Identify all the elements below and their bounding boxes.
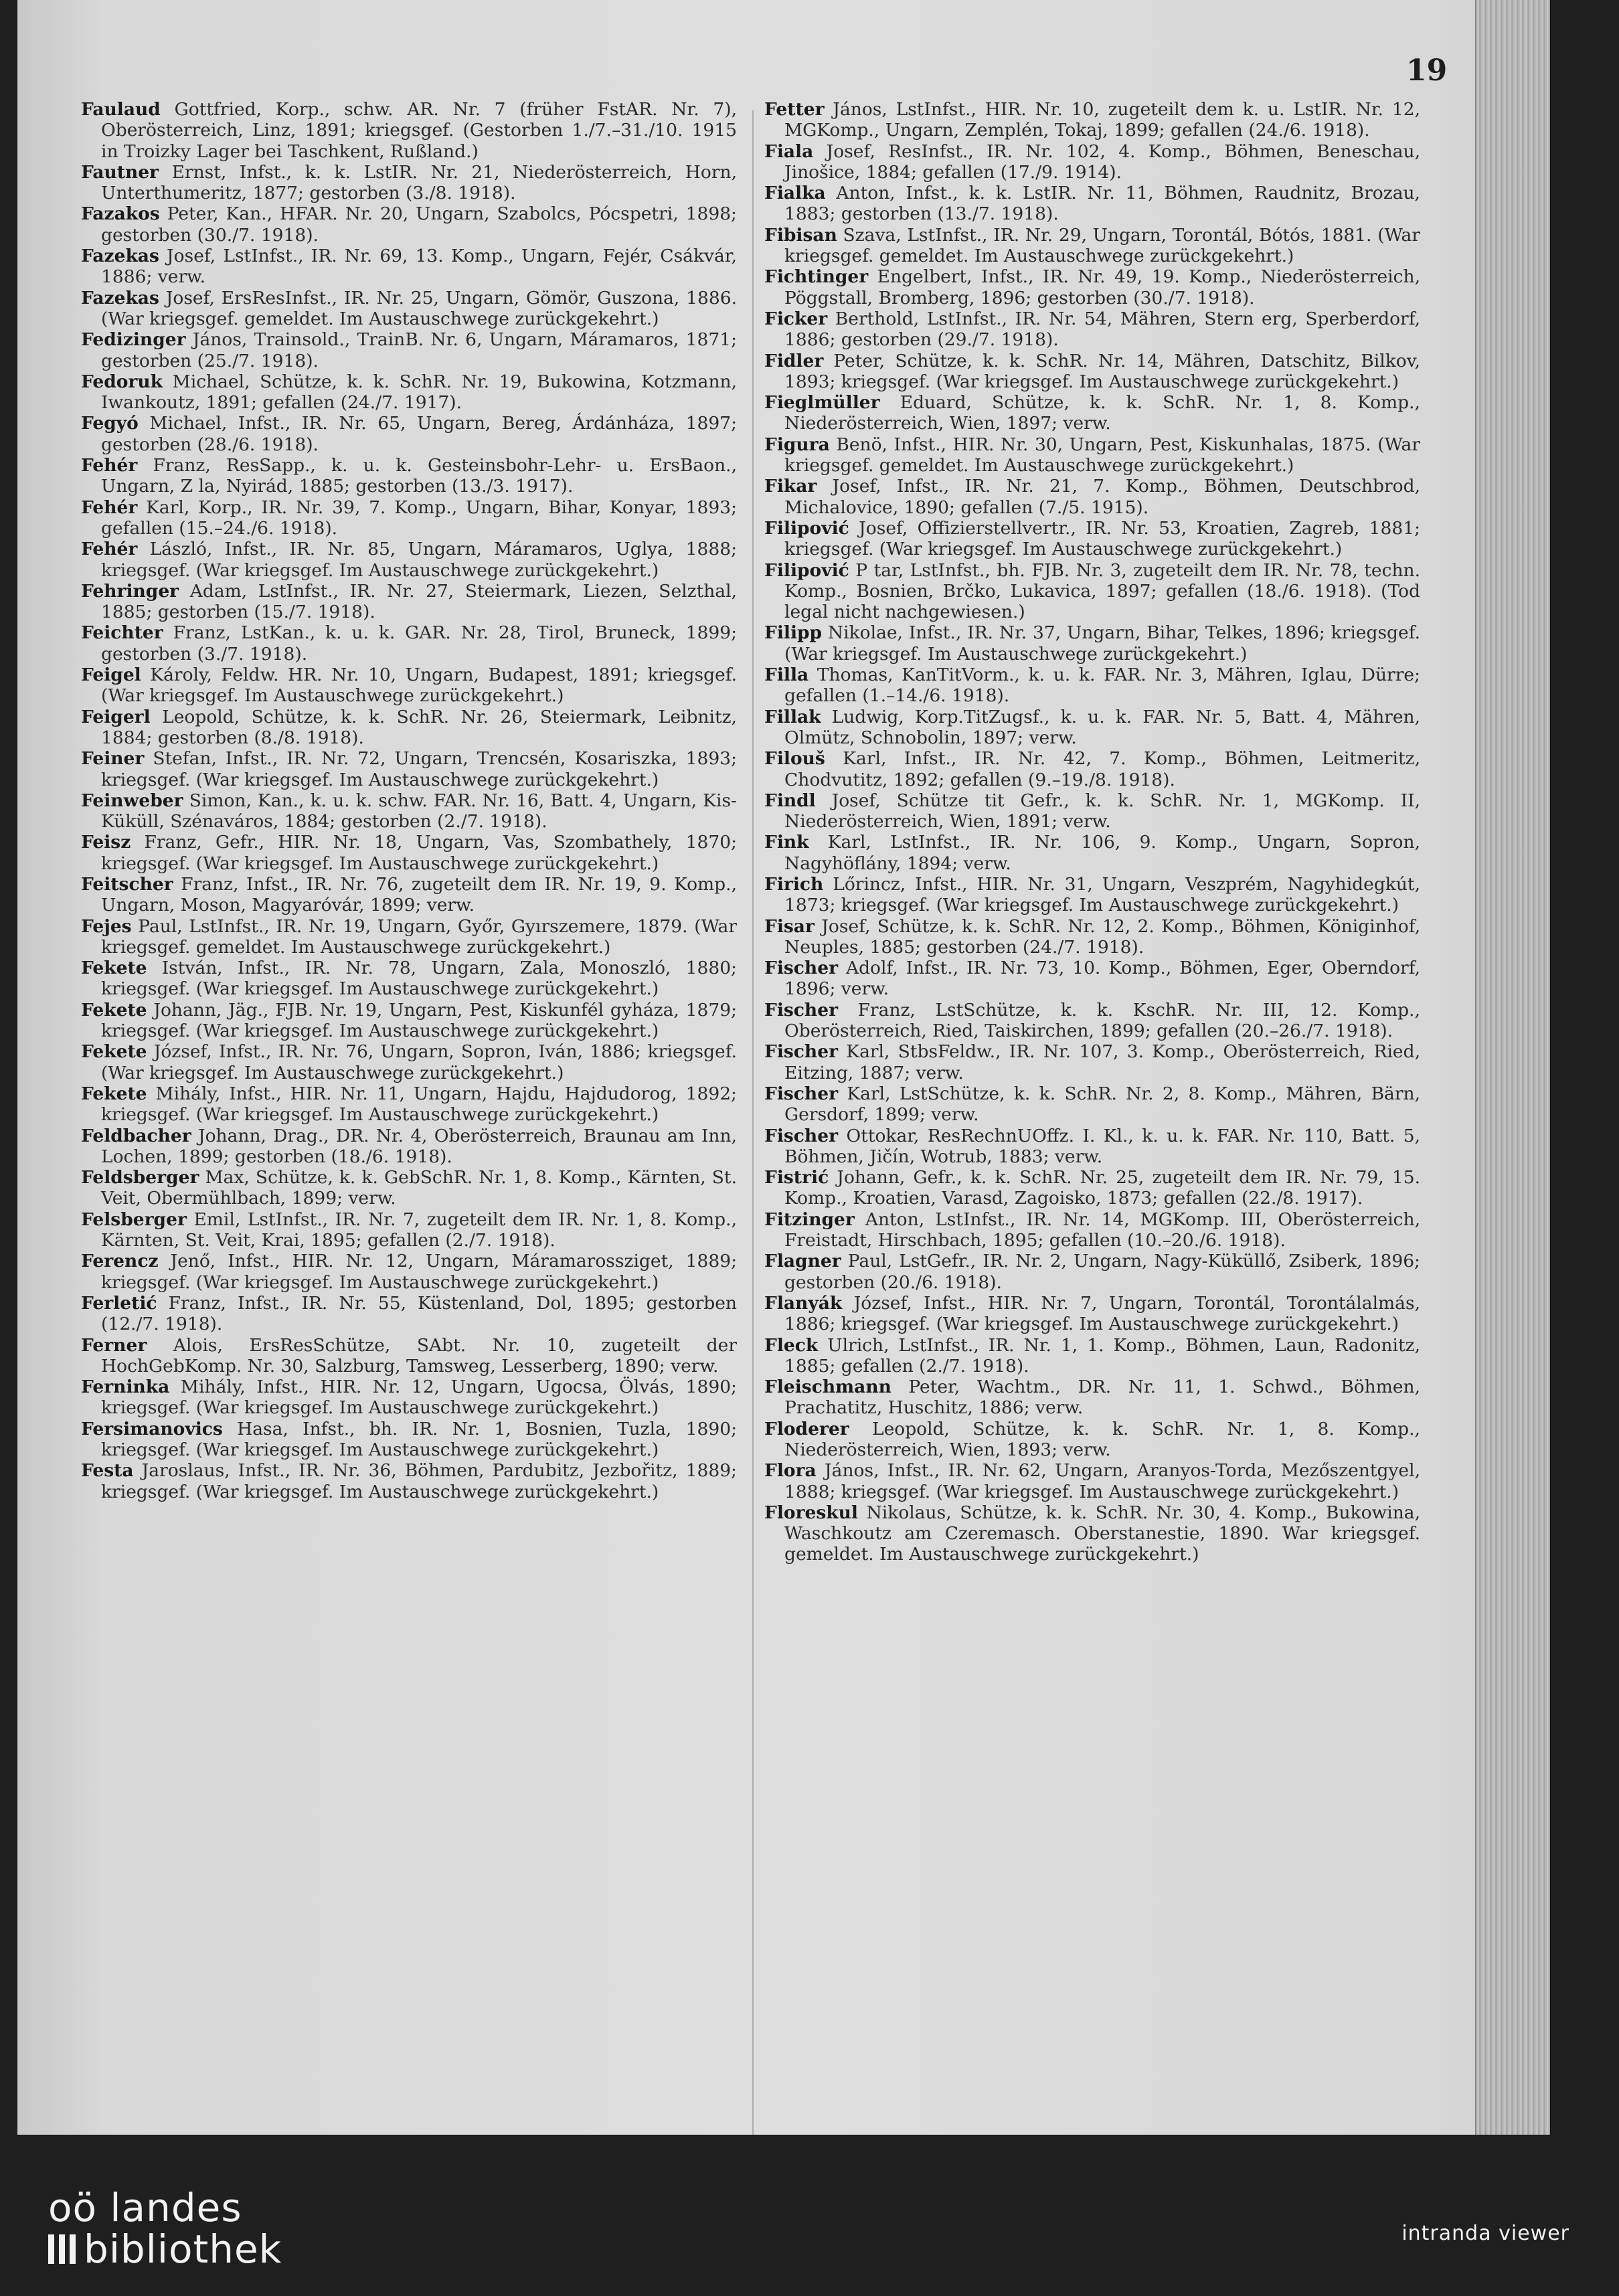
entry-details: Ludwig, Korp.TitZugsf., k. u. k. FAR. Nr. 5, Batt. 4, Mähren, Olmütz, Schnobolin, 1897; verw. <box>784 706 1420 748</box>
register-entry <box>81 455 737 497</box>
entry-surname: Fekete <box>81 1041 147 1063</box>
entry-details: Jaroslaus, Infst., IR. Nr. 36, Böhmen, Pardubitz, Jezbořitz, 1889; kriegsgef. (War kriegsgef. Im Austauschwege zurückgekehrt.) <box>101 1460 737 1502</box>
entry-surname: Flanyák <box>764 1292 843 1314</box>
entry-surname: Ferencz <box>81 1251 159 1272</box>
register-entry <box>764 790 1420 832</box>
entry-surname: Fink <box>764 832 809 853</box>
entry-details: Gottfried, Korp., schw. AR. Nr. 7 (früher FstAR. Nr. 7), Oberösterreich, Linz, 1891; kriegsgef. (Gestorben 1./7.–31./10. 1915 in Troizky Lager bei Taschkent, Rußland.) <box>101 99 737 162</box>
entry-details: Johann, Jäg., FJB. Nr. 19, Ungarn, Pest, Kiskunfél gyháza, 1879; kriegsgef. (War kriegsgef. Im Austauschwege zurückgekehrt.) <box>101 999 737 1042</box>
entry-surname: Fetter <box>764 99 825 120</box>
entry-details: Eduard, Schütze, k. k. SchR. Nr. 1, 8. Komp., Niederösterreich, Wien, 1897; verw. <box>784 392 1420 434</box>
register-entry <box>764 1000 1420 1042</box>
entry-surname: Fisar <box>764 915 815 937</box>
entry-details: Josef, LstInfst., IR. Nr. 69, 13. Komp., Ungarn, Fejér, Csákvár, 1886; verw. <box>101 246 737 288</box>
entry-surname: Ficker <box>764 308 828 329</box>
entry-surname: Fischer <box>764 1125 839 1146</box>
entry-surname: Fichtinger <box>764 266 869 288</box>
entry-details: János, Infst., IR. Nr. 62, Ungarn, Aranyos-Torda, Mezőszentgyel, 1888; kriegsgef. (War kriegsgef. Im Austauschwege zurückgekehrt.) <box>784 1460 1420 1502</box>
entry-surname: Fedizinger <box>81 329 186 351</box>
entry-surname: Fiala <box>764 141 814 162</box>
entry-details: János, Trainsold., TrainB. Nr. 6, Ungarn, Máramaros, 1871; gestorben (25./7. 1918). <box>101 329 737 371</box>
register-entry <box>764 1041 1420 1083</box>
entry-surname: Ferletić <box>81 1292 157 1314</box>
entry-surname: Filipović <box>764 559 849 581</box>
entry-surname: Feichter <box>81 622 163 644</box>
entry-details: Franz, LstKan., k. u. k. GAR. Nr. 28, Tirol, Bruneck, 1899; gestorben (3./7. 1918). <box>101 622 737 665</box>
entry-surname: Flagner <box>764 1251 841 1272</box>
entry-details: Leopold, Schütze, k. k. SchR. Nr. 1, 8. Komp., Niederösterreich, Wien, 1893; verw. <box>784 1418 1420 1460</box>
entry-surname: Fekete <box>81 999 147 1021</box>
entry-surname: Fischer <box>764 1041 839 1063</box>
entry-surname: Fleck <box>764 1334 819 1356</box>
register-entry <box>764 392 1420 434</box>
left-column <box>81 99 737 1502</box>
entry-details: Jenő, Infst., HIR. Nr. 12, Ungarn, Máramarossziget, 1889; kriegsgef. (War kriegsgef. Im Austauschwege zurückgekehrt.) <box>101 1251 737 1293</box>
register-entry <box>81 1083 737 1126</box>
register-entry <box>764 266 1420 308</box>
entry-details: Michael, Schütze, k. k. SchR. Nr. 19, Bukowina, Kotzmann, Iwankoutz, 1891; gefallen (24./7. 1917). <box>101 371 737 414</box>
register-entry <box>764 958 1420 1000</box>
entry-details: Thomas, KanTitVorm., k. u. k. FAR. Nr. 3, Mähren, Iglau, Dürre; gefallen (1.–14./6. 1918). <box>784 665 1420 707</box>
register-entry <box>764 183 1420 225</box>
entry-details: Simon, Kan., k. u. k. schw. FAR. Nr. 16, Batt. 4, Ungarn, Kis-Küküll, Szénaváros, 1884; gestorben (2./7. 1918). <box>101 790 737 832</box>
scanned-page <box>17 0 1550 2135</box>
entry-surname: Floreskul <box>764 1502 858 1523</box>
entry-surname: Fekete <box>81 958 147 979</box>
entry-surname: Fejes <box>81 915 132 937</box>
entry-surname: Fitzinger <box>764 1209 855 1230</box>
entry-details: Franz, ResSapp., k. u. k. Gesteinsbohr-Lehr- u. ErsBaon., Ungarn, Z la, Nyirád, 1885; gestorben (13./3. 1917). <box>101 455 737 497</box>
register-entry <box>81 497 737 539</box>
register-entry <box>81 371 737 414</box>
entry-surname: Fischer <box>764 1083 839 1104</box>
register-entry <box>764 351 1420 393</box>
register-entry <box>764 308 1420 351</box>
register-entry <box>81 581 737 623</box>
register-entry <box>764 1167 1420 1209</box>
entry-surname: Felsberger <box>81 1209 187 1230</box>
entry-surname: Fehér <box>81 455 138 476</box>
entry-details: Alois, ErsResSchütze, SAbt. Nr. 10, zugeteilt der HochGebKomp. Nr. 30, Salzburg, Tamsweg, Lesserberg, 1890; verw. <box>101 1334 737 1377</box>
entry-surname: Feiner <box>81 748 145 770</box>
register-entry <box>764 665 1420 707</box>
entry-surname: Flora <box>764 1460 817 1482</box>
entry-surname: Filouš <box>764 748 825 770</box>
register-entry <box>81 1209 737 1251</box>
register-entry <box>81 162 737 204</box>
entry-surname: Fidler <box>764 350 824 371</box>
entry-details: Peter, Wachtm., DR. Nr. 11, 1. Schwd., Böhmen, Prachatitz, Huschitz, 1886; verw. <box>784 1377 1420 1419</box>
entry-details: Anton, Infst., k. k. LstIR. Nr. 11, Böhmen, Raudnitz, Brozau, 1883; gestorben (13./7. 1918). <box>784 183 1420 225</box>
register-entry <box>81 707 737 749</box>
entry-details: Karl, LstInfst., IR. Nr. 106, 9. Komp., Ungarn, Sopron, Nagyhöflány, 1894; verw. <box>784 832 1420 874</box>
entry-surname: Fekete <box>81 1083 147 1104</box>
register-entry <box>81 1000 737 1042</box>
book-page-edge <box>1475 0 1550 2135</box>
entry-details: Adam, LstInfst., IR. Nr. 27, Steiermark, Liezen, Selzthal, 1885; gestorben (15./7. 1918). <box>101 580 737 623</box>
entry-details: Paul, LstGefr., IR. Nr. 2, Ungarn, Nagy-Küküllő, Zsiberk, 1896; gestorben (20./6. 1918). <box>784 1251 1420 1293</box>
entry-details: Anton, LstInfst., IR. Nr. 14, MGKomp. III, Oberösterreich, Freistadt, Hirschbach, 1895; gefallen (10.–20./6. 1918). <box>784 1209 1420 1251</box>
entry-details: Hasa, Infst., bh. IR. Nr. 1, Bosnien, Tuzla, 1890; kriegsgef. (War kriegsgef. Im Austauschwege zurückgekehrt.) <box>101 1418 737 1460</box>
entry-details: Nikolae, Infst., IR. Nr. 37, Ungarn, Bihar, Telkes, 1896; kriegsgef. (War kriegsgef. Im Austauschwege zurückgekehrt.) <box>784 622 1420 665</box>
entry-details: János, LstInfst., HIR. Nr. 10, zugeteilt dem k. u. LstIR. Nr. 12, MGKomp., Ungarn, Zemplén, Tokaj, 1899; gefallen (24./6. 1918). <box>784 99 1420 141</box>
entry-details: Josef, ErsResInfst., IR. Nr. 25, Ungarn, Gömör, Guszona, 1886. (War kriegsgef. gemeldet. Im Austauschwege zurückgekehrt.) <box>101 287 737 329</box>
register-entry <box>81 832 737 874</box>
register-entry <box>81 1251 737 1293</box>
entry-details: Ottokar, ResRechnUOffz. I. Kl., k. u. k. FAR. Nr. 110, Batt. 5, Böhmen, Jičín, Wotrub, 1883; verw. <box>784 1125 1420 1167</box>
logo-bars-icon <box>48 2234 76 2264</box>
entry-surname: Findl <box>764 790 816 811</box>
register-entry <box>81 665 737 707</box>
register-entry <box>764 1377 1420 1419</box>
entry-surname: Feigel <box>81 665 141 686</box>
entry-details: László, Infst., IR. Nr. 85, Ungarn, Máramaros, Uglya, 1888; kriegsgef. (War kriegsgef. Im Austauschwege zurückgekehrt.) <box>101 539 737 581</box>
logo-text-line2: bibliothek <box>84 2226 282 2272</box>
entry-surname: Fegyó <box>81 413 139 434</box>
library-logo[interactable] <box>48 2187 282 2270</box>
register-entry <box>764 1209 1420 1251</box>
entry-details: Adolf, Infst., IR. Nr. 73, 10. Komp., Böhmen, Eger, Oberndorf, 1896; verw. <box>784 958 1420 1000</box>
register-entry <box>81 288 737 330</box>
register-entry <box>764 1251 1420 1293</box>
entry-details: Franz, Infst., IR. Nr. 76, zugeteilt dem IR. Nr. 19, 9. Komp., Ungarn, Moson, Magyaróvár, 1899; verw. <box>101 873 737 916</box>
entry-details: Franz, LstSchütze, k. k. KschR. Nr. III, 12. Komp., Oberösterreich, Ried, Taiskirchen, 1899; gefallen (20.–26./7. 1918). <box>784 999 1420 1042</box>
viewer-brand[interactable]: intranda viewer <box>1401 2222 1569 2245</box>
entry-surname: Fazekas <box>81 246 159 267</box>
register-entry <box>764 560 1420 623</box>
entry-surname: Feldbacher <box>81 1125 191 1146</box>
entry-details: Franz, Gefr., HIR. Nr. 18, Ungarn, Vas, Szombathely, 1870; kriegsgef. (War kriegsgef. Im Austauschwege zurückgekehrt.) <box>101 832 737 874</box>
entry-surname: Feisz <box>81 832 131 853</box>
entry-surname: Fischer <box>764 999 839 1021</box>
entry-details: Engelbert, Infst., IR. Nr. 49, 19. Komp., Niederösterreich, Pöggstall, Bromberg, 1896; gestorben (30./7. 1918). <box>784 266 1420 308</box>
entry-surname: Feigerl <box>81 706 151 727</box>
entry-surname: Festa <box>81 1460 134 1482</box>
entry-details: Peter, Kan., HFAR. Nr. 20, Ungarn, Szabolcs, Pócspetri, 1898; gestorben (30./7. 1918). <box>101 203 737 246</box>
entry-details: Peter, Schütze, k. k. SchR. Nr. 14, Mähren, Datschitz, Bilkov, 1893; kriegsgef. (War kriegsgef. Im Austauschwege zurückgekehrt.) <box>784 350 1420 392</box>
register-entry <box>764 518 1420 560</box>
register-entry <box>764 225 1420 267</box>
entry-surname: Fleischmann <box>764 1377 891 1398</box>
register-entry <box>764 1502 1420 1565</box>
entry-details: Ulrich, LstInfst., IR. Nr. 1, 1. Komp., Böhmen, Laun, Radonitz, 1885; gefallen (2./7. 1918). <box>784 1334 1420 1377</box>
register-entry <box>81 246 737 288</box>
entry-details: Karl, Korp., IR. Nr. 39, 7. Komp., Ungarn, Bihar, Konyar, 1893; gefallen (15.–24./6. 1918). <box>101 497 737 539</box>
entry-details: Ernst, Infst., k. k. LstIR. Nr. 21, Niederösterreich, Horn, Unterthumeritz, 1877; gestorben (3./8. 1918). <box>101 161 737 204</box>
register-entry <box>81 1041 737 1083</box>
register-entry <box>81 958 737 1000</box>
entry-surname: Figura <box>764 434 830 455</box>
entry-details: Karl, LstSchütze, k. k. SchR. Nr. 2, 8. Komp., Mähren, Bärn, Gersdorf, 1899; verw. <box>784 1083 1420 1126</box>
entry-details: Josef, ResInfst., IR. Nr. 102, 4. Komp., Böhmen, Beneschau, Jinošice, 1884; gefallen (17./9. 1914). <box>784 141 1420 183</box>
register-entry <box>81 539 737 581</box>
entry-surname: Ferninka <box>81 1377 170 1398</box>
entry-details: Szava, LstInfst., IR. Nr. 29, Ungarn, Torontál, Bótós, 1881. (War kriegsgef. gemeldet. Im Austauschwege zurückgekehrt.) <box>784 224 1420 267</box>
entry-details: Mihály, Infst., HIR. Nr. 11, Ungarn, Hajdu, Hajdudorog, 1892; kriegsgef. (War kriegsgef. Im Austauschwege zurückgekehrt.) <box>101 1083 737 1126</box>
entry-surname: Filipp <box>764 622 823 644</box>
register-entry <box>81 203 737 246</box>
register-entry <box>764 832 1420 874</box>
entry-surname: Fialka <box>764 183 826 204</box>
entry-surname: Fischer <box>764 958 839 979</box>
entry-surname: Feldsberger <box>81 1167 199 1188</box>
entry-details: P tar, LstInfst., bh. FJB. Nr. 3, zugeteilt dem IR. Nr. 78, techn. Komp., Bosnien, Brčko, Lukavica, 1897; gefallen (18./6. 1918). (Tod legal nicht nachgewiesen.) <box>784 559 1420 623</box>
entry-details: Leopold, Schütze, k. k. SchR. Nr. 26, Steiermark, Leibnitz, 1884; gestorben (8./8. 1918). <box>101 706 737 748</box>
register-entry <box>81 1293 737 1335</box>
entry-surname: Feitscher <box>81 873 173 895</box>
entry-surname: Fehér <box>81 539 138 560</box>
register-entry <box>81 874 737 916</box>
right-column <box>764 99 1420 1565</box>
register-entry <box>81 329 737 371</box>
entry-details: Josef, Offizierstellvertr., IR. Nr. 53, Kroatien, Zagreb, 1881; kriegsgef. (War kriegsgef. Im Austauschwege zurückgekehrt.) <box>784 517 1420 560</box>
register-entry <box>764 874 1420 916</box>
register-entry <box>764 1335 1420 1377</box>
register-entry <box>81 1419 737 1461</box>
entry-surname: Ferner <box>81 1334 147 1356</box>
register-entry <box>81 1126 737 1168</box>
entry-details: Mihály, Infst., HIR. Nr. 12, Ungarn, Ugocsa, Ölvás, 1890; kriegsgef. (War kriegsgef. Im Austauschwege zurückgekehrt.) <box>101 1377 737 1419</box>
register-entry <box>81 1377 737 1419</box>
entry-surname: Fazakos <box>81 203 160 225</box>
entry-details: Michael, Infst., IR. Nr. 65, Ungarn, Bereg, Árdánháza, 1897; gestorben (28./6. 1918). <box>101 413 737 455</box>
entry-surname: Firich <box>764 873 824 895</box>
entry-details: Franz, Infst., IR. Nr. 55, Küstenland, Dol, 1895; gestorben (12./7. 1918). <box>101 1292 737 1335</box>
register-entry <box>81 99 737 162</box>
register-entry <box>764 1419 1420 1461</box>
register-entry <box>81 1335 737 1377</box>
register-entry <box>764 1083 1420 1126</box>
entry-details: Josef, Infst., IR. Nr. 21, 7. Komp., Böhmen, Deutschbrod, Michalovice, 1890; gefallen (7./5. 1915). <box>784 476 1420 518</box>
entry-details: István, Infst., IR. Nr. 78, Ungarn, Zala, Monoszló, 1880; kriegsgef. (War kriegsgef. Im Austauschwege zurückgekehrt.) <box>101 958 737 1000</box>
entry-surname: Faulaud <box>81 99 161 120</box>
entry-surname: Filla <box>764 665 809 686</box>
entry-details: József, Infst., IR. Nr. 76, Ungarn, Sopron, Iván, 1886; kriegsgef. (War kriegsgef. Im Austauschwege zurückgekehrt.) <box>101 1041 737 1083</box>
register-entry <box>764 141 1420 183</box>
register-entry <box>764 476 1420 518</box>
page-number: 19 <box>1406 54 1448 88</box>
register-entry <box>764 748 1420 790</box>
entry-details: Benö, Infst., HIR. Nr. 30, Ungarn, Pest, Kiskunhalas, 1875. (War kriegsgef. gemeldet. Im Austauschwege zurückgekehrt.) <box>784 434 1420 476</box>
entry-details: Josef, Schütze tit Gefr., k. k. SchR. Nr. 1, MGKomp. II, Niederösterreich, Wien, 1891; verw. <box>784 790 1420 832</box>
entry-surname: Floderer <box>764 1418 849 1439</box>
register-entry <box>764 99 1420 141</box>
entry-details: Lőrincz, Infst., HIR. Nr. 31, Ungarn, Veszprém, Nagyhidegkút, 1873; kriegsgef. (War kriegsgef. Im Austauschwege zurückgekehrt.) <box>784 873 1420 916</box>
register-entry <box>81 916 737 958</box>
register-entry <box>81 790 737 832</box>
entry-surname: Fehringer <box>81 580 179 602</box>
register-entry <box>764 1126 1420 1168</box>
register-entry <box>81 413 737 455</box>
register-entry <box>81 1460 737 1502</box>
entry-surname: Fibisan <box>764 224 837 246</box>
entry-details: Josef, Schütze, k. k. SchR. Nr. 12, 2. Komp., Böhmen, Königinhof, Neuples, 1885; gestorben (24./7. 1918). <box>784 915 1420 958</box>
entry-surname: Feinweber <box>81 790 183 811</box>
register-entry <box>81 622 737 665</box>
entry-details: Max, Schütze, k. k. GebSchR. Nr. 1, 8. Komp., Kärnten, St. Veit, Obermühlbach, 1899; verw. <box>101 1167 737 1209</box>
register-entry <box>764 1293 1420 1335</box>
entry-details: József, Infst., HIR. Nr. 7, Ungarn, Torontál, Torontálalmás, 1886; kriegsgef. (War kriegsgef. Im Austauschwege zurückgekehrt.) <box>784 1292 1420 1335</box>
entry-surname: Fautner <box>81 161 159 183</box>
entry-surname: Fedoruk <box>81 371 163 392</box>
register-entry <box>764 916 1420 958</box>
column-divider <box>752 110 754 2135</box>
entry-details: Nikolaus, Schütze, k. k. SchR. Nr. 30, 4. Komp., Bukowina, Waschkoutz am Czeremasch. Oberstanestie, 1890. War kriegsgef. gemeldet. Im Austauschwege zurückgekehrt.) <box>784 1502 1420 1565</box>
register-entry <box>764 622 1420 665</box>
register-entry <box>764 1460 1420 1502</box>
entry-details: Stefan, Infst., IR. Nr. 72, Ungarn, Trencsén, Kosariszka, 1893; kriegsgef. (War kriegsgef. Im Austauschwege zurückgekehrt.) <box>101 748 737 790</box>
register-entry <box>764 434 1420 476</box>
entry-surname: Fehér <box>81 497 138 518</box>
register-entry <box>81 1167 737 1209</box>
entry-surname: Fazekas <box>81 287 159 308</box>
logo-text-line1: oö landes <box>48 2185 242 2230</box>
entry-surname: Fillak <box>764 706 821 727</box>
entry-details: Károly, Feldw. HR. Nr. 10, Ungarn, Budapest, 1891; kriegsgef. (War kriegsgef. Im Austauschwege zurückgekehrt.) <box>101 665 737 707</box>
register-entry <box>764 707 1420 749</box>
entry-surname: Fieglmüller <box>764 392 880 414</box>
entry-surname: Fikar <box>764 476 817 497</box>
register-entry <box>81 748 737 790</box>
entry-details: Johann, Drag., DR. Nr. 4, Oberösterreich, Braunau am Inn, Lochen, 1899; gestorben (18./6. 1918). <box>101 1125 737 1167</box>
entry-surname: Filipović <box>764 517 849 539</box>
entry-details: Emil, LstInfst., IR. Nr. 7, zugeteilt dem IR. Nr. 1, 8. Komp., Kärnten, St. Veit, Krai, 1895; gefallen (2./7. 1918). <box>101 1209 737 1251</box>
entry-details: Berthold, LstInfst., IR. Nr. 54, Mähren, Stern erg, Sperberdorf, 1886; gestorben (29./7. 1918). <box>784 308 1420 351</box>
entry-details: Johann, Gefr., k. k. SchR. Nr. 25, zugeteilt dem IR. Nr. 79, 15. Komp., Kroatien, Varasd, Zagoisko, 1873; gefallen (22./8. 1917). <box>784 1167 1420 1209</box>
entry-details: Karl, Infst., IR. Nr. 42, 7. Komp., Böhmen, Leitmeritz, Chodvutitz, 1892; gefallen (9.–19./8. 1918). <box>784 748 1420 790</box>
entry-surname: Fersimanovics <box>81 1418 223 1439</box>
entry-details: Karl, StbsFeldw., IR. Nr. 107, 3. Komp., Oberösterreich, Ried, Eitzing, 1887; verw. <box>784 1041 1420 1083</box>
entry-surname: Fistrić <box>764 1167 829 1188</box>
entry-details: Paul, LstInfst., IR. Nr. 19, Ungarn, Győr, Gyırszemere, 1879. (War kriegsgef. gemeldet. Im Austauschwege zurückgekehrt.) <box>101 915 737 958</box>
